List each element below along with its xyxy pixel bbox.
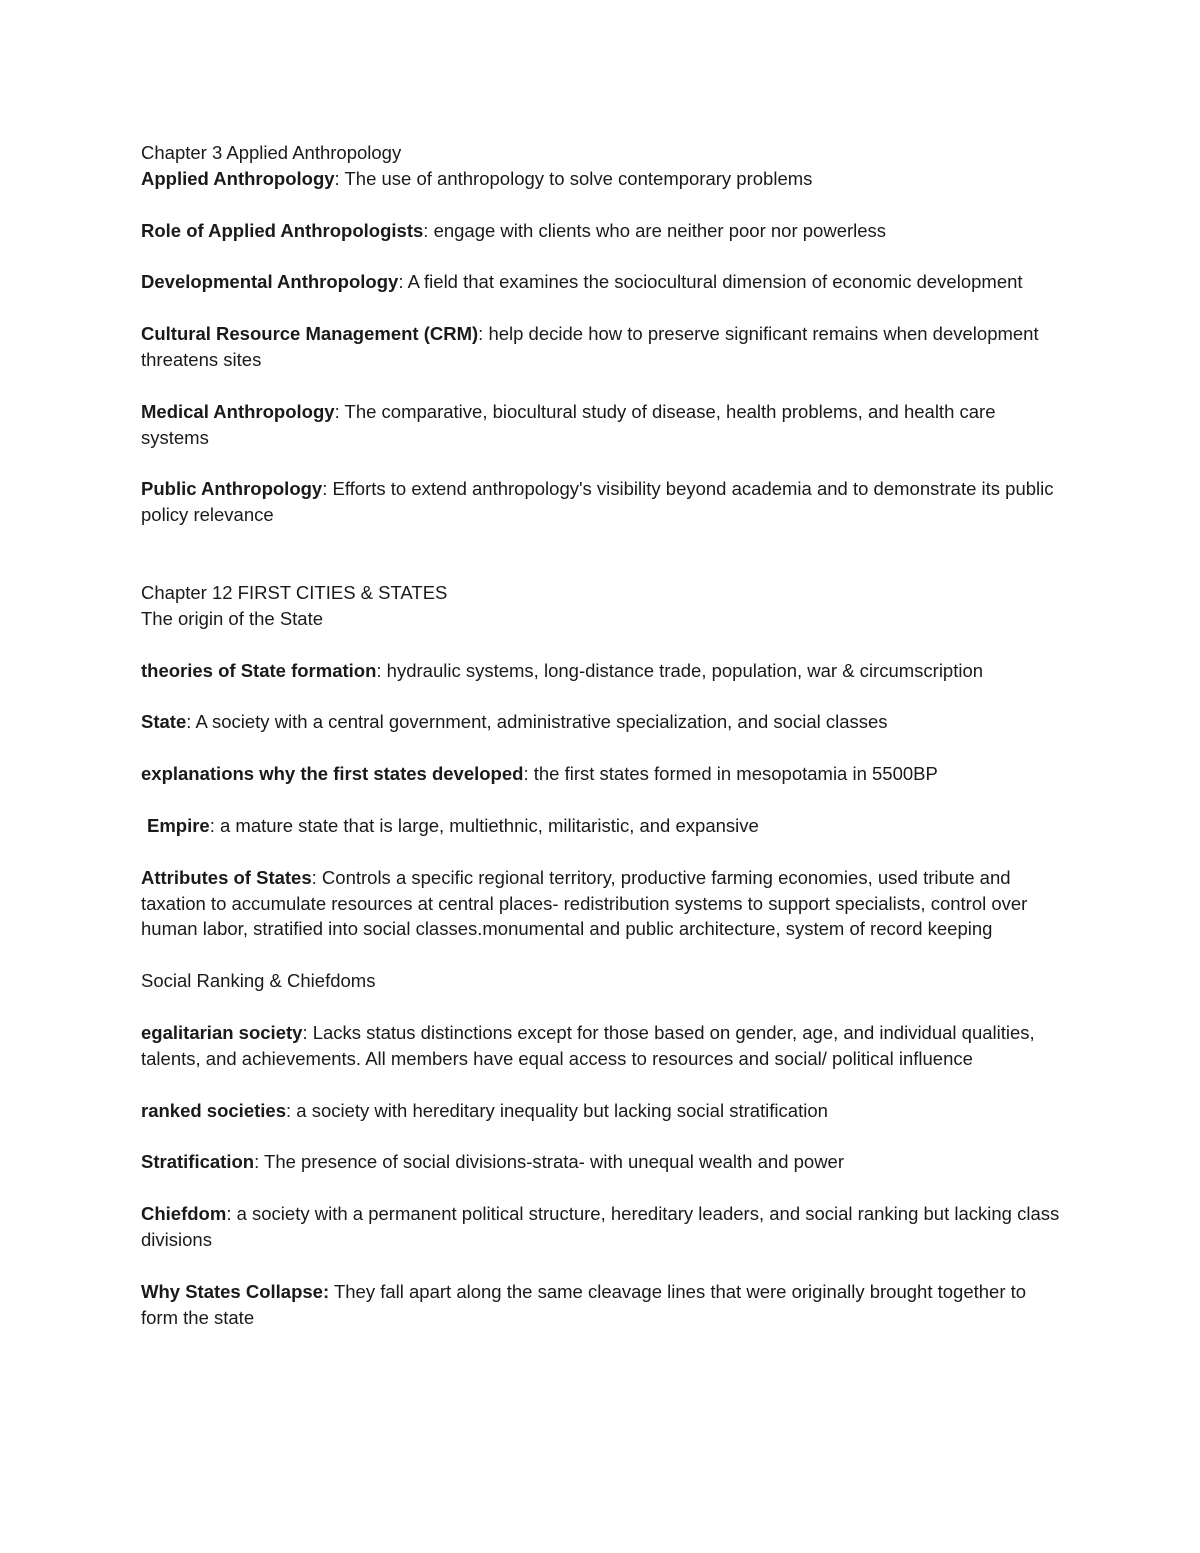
definition: the first states formed in mesopotamia in 5500BP [533,763,938,785]
definition: hydraulic systems, long-distance trade, population, war & circumscription [386,659,984,681]
separator: : [423,219,434,241]
definition-entry [141,166,1066,192]
definition-entry [141,1098,1066,1124]
definition: Controls a specific regional territory, productive farming economies, used tribute and taxation to accumulate resources at central places- redistribution systems to support specialists, control over human labor, stratified into social classes.monumental and public architecture, system of record keeping [141,866,1028,940]
separator: : [286,1099,297,1121]
term: Role of Applied Anthropologists [141,219,424,241]
term: Cultural Resource Management (CRM) [141,323,479,345]
term: egalitarian society [141,1021,303,1043]
definition: a society with a permanent political structure, hereditary leaders, and social ranking but lacking class divisions [141,1203,1060,1250]
definition-entry [141,865,1066,942]
term: Why States Collapse: [141,1280,330,1302]
separator: : [523,763,534,785]
term: Stratification [141,1151,255,1173]
separator: : [376,659,387,681]
definition-entry [141,399,1066,451]
separator: : [322,478,333,500]
definition: The use of anthropology to solve contemporary problems [344,167,813,189]
definition-entry [141,761,1066,787]
term: State [141,711,187,733]
separator: : [478,323,489,345]
separator: : [398,271,408,293]
definition: A field that examines the sociocultural dimension of economic development [407,271,1023,293]
term: ranked societies [141,1099,286,1121]
term: Medical Anthropology [141,400,335,422]
separator: : [311,866,322,888]
section-subheading: Social Ranking & Chiefdoms [141,970,376,992]
definition-entry [141,813,1066,839]
term: Applied Anthropology [141,167,335,189]
document-page [141,140,1066,1330]
definition: a mature state that is large, multiethnic, militaristic, and expansive [220,814,759,836]
definition-entry [141,1279,1066,1331]
definition: A society with a central government, administrative specialization, and social classes [195,711,888,733]
separator: : [334,167,345,189]
definition: a society with hereditary inequality but lacking social stratification [296,1099,828,1121]
definition-entry [141,218,1066,244]
section-subheading: The origin of the State [141,607,324,629]
separator: : [334,400,345,422]
definition-entry [141,269,1066,295]
spacer [141,528,1066,580]
separator: : [254,1151,265,1173]
separator: : [226,1203,237,1225]
definition-entry [141,658,1066,684]
definition-entry [141,1020,1066,1072]
separator: : [209,814,220,836]
definition-entry [141,709,1066,735]
term: Empire [147,814,210,836]
chapter-3-heading: Chapter 3 Applied Anthropology [141,142,402,163]
term: explanations why the first states developed [141,763,524,785]
term: theories of State formation [141,659,377,681]
definition: They fall apart along the same cleavage lines that were originally brought together to form the state [141,1280,1027,1328]
term: Attributes of States [141,866,312,888]
definition-entry [141,1149,1066,1175]
definition: Efforts to extend anthropology's visibility beyond academia and to demonstrate its public policy relevance [141,478,1054,526]
chapter-12-heading: Chapter 12 FIRST CITIES & STATES [141,581,448,603]
separator: : [186,711,196,733]
definition-entry [141,1201,1066,1253]
definition-entry [141,476,1066,528]
definition: The presence of social divisions-strata- with unequal wealth and power [264,1151,845,1173]
term: Chiefdom [141,1203,227,1225]
definition-entry [141,321,1066,373]
definition: Lacks status distinctions except for those based on gender, age, and individual qualities, talents, and achievements. All members have equal access to resources and social/ political influence [141,1021,1035,1069]
definition: help decide how to preserve significant remains when development threatens sites [141,323,1039,370]
definition: engage with clients who are neither poor nor powerless [433,219,887,241]
definition: The comparative, biocultural study of disease, health problems, and health care systems [141,400,996,448]
term: Developmental Anthropology [141,271,399,293]
term: Public Anthropology [141,478,323,500]
separator: : [302,1021,313,1043]
